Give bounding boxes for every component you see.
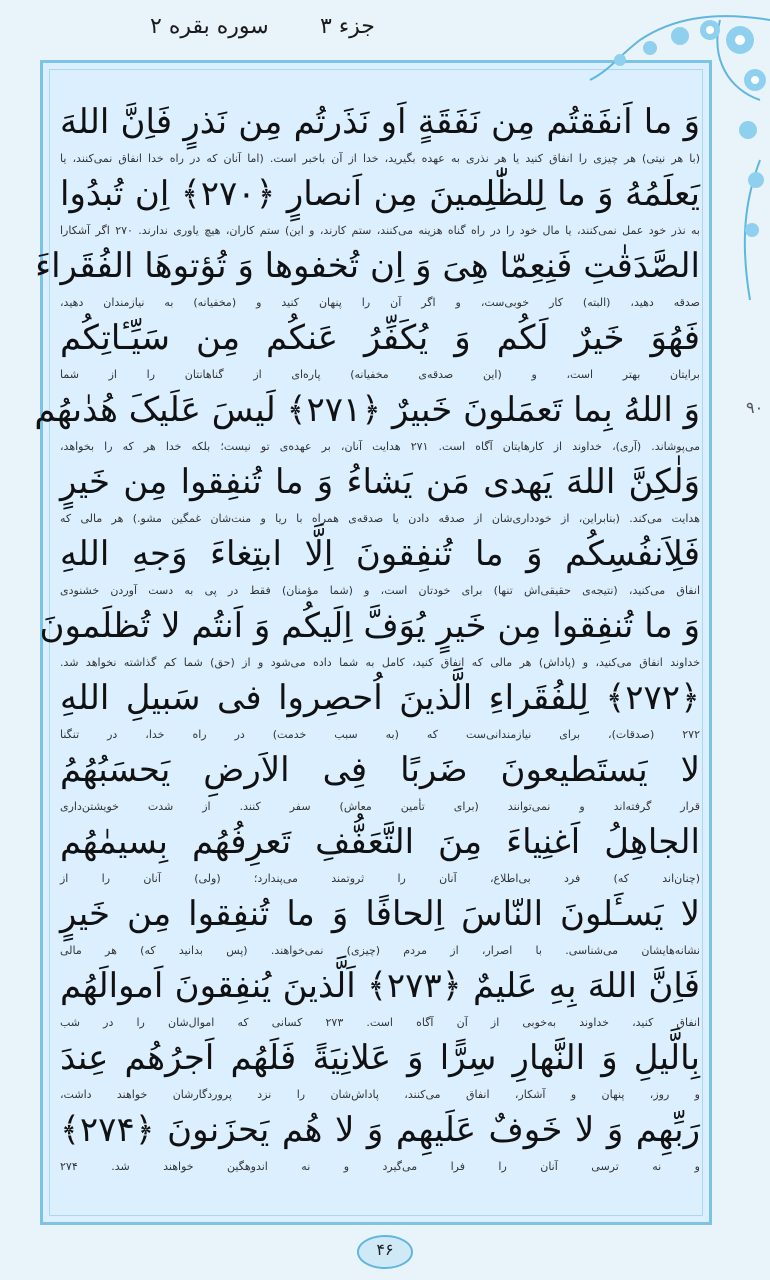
translation-line: می‌پوشاند. (آری)، خداوند از کارهایتان آگاه است. ۲۷۱ هدایت آنان، بر عهده‌ی تو نیست؛ بلکه خدا هر که را بخواهد، <box>60 440 700 453</box>
translation-line: نشانه‌هایشان می‌شناسی. با اصرار، از مردم (چیزی) نمی‌خواهند. (پس بدانید که) هر مالی <box>60 944 700 957</box>
translation-line: و نه ترسی آنان را فرا می‌گیرد و نه اندوهگین خواهند شد. ۲۷۴ <box>60 1160 700 1173</box>
translation-line: ۲۷۲ (صدقات)، برای نیازمندانی‌ست که (به سبب خدمت) در راه خدا، در تنگنا <box>60 728 700 741</box>
translation-line: هدایت می‌کند. (بنابراین، از خودداری‌شان از صدقه دادن یا صدقه‌ی همراه با ریا و منت‌شان غمگین مشو.) هر مالی که <box>60 512 700 525</box>
verse-line: بِالَّیلِ وَ النَّهارِ سِرًّا وَ عَلانِیَةً فَلَهُم اَجرُهُم عِندَ <box>60 1038 700 1078</box>
translation-line: خداوند انفاق می‌کنید، و (پاداش) هر مالی که انفاق کنید، کامل به شما داده می‌شود و از (حق) شما کم گذاشته نخواهد شد. <box>60 656 700 669</box>
translation-line: انفاق می‌کنید، (نتیجه‌ی حقیقی‌اش تنها) برای خودتان است، و (شما مؤمنان) فقط در پی به دست آوردن خشنودی <box>60 584 700 597</box>
verse-line: یَعلَمُهُ وَ ما لِلظّٰلِمینَ مِن اَنصارٍ ﴿۲۷۰﴾ اِن تُبدُوا <box>60 174 701 214</box>
translation-line: قرار گرفته‌اند و نمی‌توانند (برای تأمین معاش) سفر کنند. از شدت خویشتن‌داری <box>60 800 700 813</box>
translation-line: برایتان بهتر است، و (این صدقه‌ی مخفیانه) پاره‌ای از گناهانتان را از شما <box>60 368 700 381</box>
juz-label: جزء ۳ <box>320 14 375 39</box>
verse-line: وَلٰکِنَّ اللهَ یَهدی مَن یَشاءُ وَ ما تُنفِقوا مِن خَیرٍ <box>60 462 700 502</box>
page-number: ۴۶ <box>376 1240 394 1259</box>
verse-line: فَاِنَّ اللهَ بِهِ عَلیمٌ ﴿۲۷۳﴾ اَلَّذینَ یُنفِقونَ اَموالَهُم <box>60 966 700 1006</box>
verse-line: الجاهِلُ اَغنِیاءَ مِنَ التَّعَفُّفِ تَعرِفُهُم بِسیمٰهُم <box>60 822 700 862</box>
verse-line: لا یَستَطیعونَ ضَربًا فِی الاَرضِ یَحسَبُهُمُ <box>60 750 700 790</box>
surah-label: سوره بقره ۲ <box>150 14 269 39</box>
verse-line: وَ ما اَنفَقتُم مِن نَفَقَةٍ اَو نَذَرتُم مِن نَذرٍ فَاِنَّ اللهَ <box>60 102 700 142</box>
translation-line: به نذر خود عمل نمی‌کنند، یا مال خود را در راه گناه هزینه می‌کنند، ستم کارند، و این) ستم کاران، هیچ یاوری ندارند. ۲۷۰ اگر آشکارا <box>60 224 700 237</box>
verse-line: ﴿۲۷۲﴾ لِلفُقَراءِ الَّذینَ اُحصِروا فی سَبیلِ اللهِ <box>60 678 700 718</box>
page-number-badge <box>355 1232 415 1272</box>
side-marker: ۹۰ <box>746 398 764 417</box>
verse-line: لا یَسـَٔلونَ النّاسَ اِلحافًا وَ ما تُنفِقوا مِن خَیرٍ <box>60 894 700 934</box>
verse-line: فَهُوَ خَیرٌ لَکُم وَ یُکَفِّرُ عَنکُم مِن سَیِّـٔاتِکُم <box>60 318 700 358</box>
translation-line: صدقه دهید، (البته) کار خوبی‌ست، و اگر آن را پنهان کنید و (مخفیانه) به نیازمندان دهید، <box>60 296 700 309</box>
translation-line: انفاق کنید، خداوند به‌خوبی از آن آگاه است. ۲۷۳ کسانی که اموال‌شان را در شب <box>60 1016 701 1029</box>
translation-line: (با هر نیتی) هر چیزی را انفاق کنید یا هر نذری به عهده بگیرید، خدا از آن باخبر است. (اما آنان که در راه خدا انفاق نمی‌کنند، یا <box>60 152 700 165</box>
verse-line: فَلِاَنفُسِکُم وَ ما تُنفِقونَ اِلَّا ابتِغاءَ وَجهِ اللهِ <box>60 534 700 574</box>
translation-line: (چنان‌اند که) فرد بی‌اطلاع، آنان را ثروتمند می‌پندارد؛ (ولی) آنان را از <box>60 872 700 885</box>
verse-line: وَ ما تُنفِقوا مِن خَیرٍ یُوَفَّ اِلَیکُم وَ اَنتُم لا تُظلَمونَ <box>39 606 700 646</box>
verse-line: الصَّدَقٰتِ فَنِعِمّا هِیَ وَ اِن تُخفوها وَ تُؤتوهَا الفُقَراءَ <box>35 246 700 286</box>
translation-line: و روز، پنهان و آشکار، انفاق می‌کنند، پاداش‌شان را نزد پروردگارشان خواهند داشت، <box>60 1088 700 1101</box>
verse-line: وَ اللهُ بِما تَعمَلونَ خَبیرٌ ﴿۲۷۱﴾ لَیسَ عَلَیکَ هُدٰىهُم <box>34 390 700 430</box>
verse-line: رَبِّهِم وَ لا خَوفٌ عَلَیهِم وَ لا هُم یَحزَنونَ ﴿۲۷۴﴾ <box>60 1110 700 1150</box>
